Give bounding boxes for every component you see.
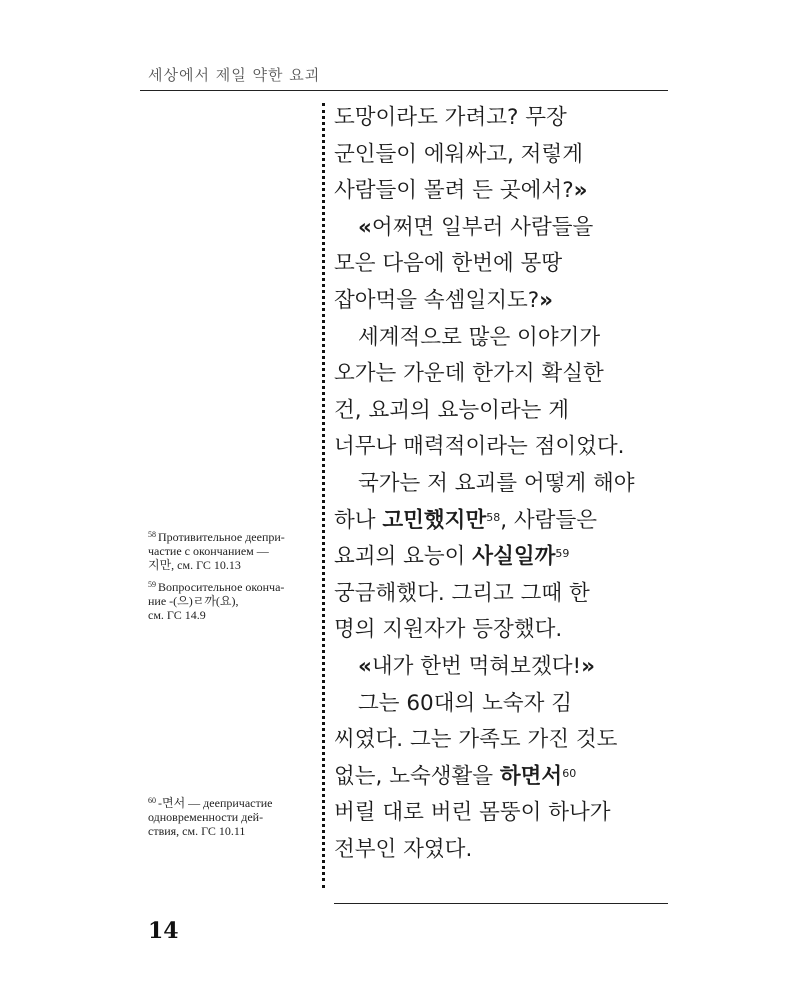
text-span: ствия, см. ГС 10.11 xyxy=(148,824,246,838)
text-span: 어쩌면 일부러 사람들을 xyxy=(371,214,594,240)
footnote-number: 59 xyxy=(148,580,156,589)
text-span: 씨였다. 그는 가족도 가진 것도 xyxy=(334,727,618,753)
text-span: » xyxy=(573,178,588,204)
text-line xyxy=(334,173,679,210)
header-rule xyxy=(140,90,668,91)
text-span: см. ГС 14.9 xyxy=(148,608,206,622)
text-span: » xyxy=(539,287,554,313)
text-line xyxy=(334,137,679,174)
text-span: 없는, 노숙생활을 xyxy=(334,763,500,789)
footnote-ref: 58 xyxy=(486,510,501,524)
text-line xyxy=(334,795,679,832)
footnote-ref: 59 xyxy=(555,547,570,561)
text-span: » xyxy=(581,653,595,679)
text-span: 너무나 매력적이라는 점이었다. xyxy=(334,434,625,460)
text-line xyxy=(334,503,679,540)
text-line xyxy=(334,393,679,430)
running-header: 세상에서 제일 약한 요괴 xyxy=(148,66,321,84)
text-span: 궁금해했다. 그리고 그때 한 xyxy=(334,580,590,606)
footnote-number: 58 xyxy=(148,530,156,539)
bottom-rule xyxy=(334,903,668,904)
text-line xyxy=(334,832,679,869)
footnote-number: 60 xyxy=(148,796,156,805)
footnote-59 xyxy=(148,580,318,622)
text-span: 그는 60대의 노숙자 김 xyxy=(358,690,573,716)
text-span: 지만, см. ГС 10.13 xyxy=(148,558,241,572)
text-line xyxy=(334,283,679,320)
text-span: частие с окончанием — xyxy=(148,544,269,558)
text-span xyxy=(148,796,318,810)
text-line xyxy=(334,320,679,357)
text-span: 내가 한번 먹혀보겠다! xyxy=(371,653,582,679)
dotted-margin-line xyxy=(322,103,325,888)
footnote-58 xyxy=(148,530,318,572)
text-line xyxy=(334,759,679,796)
text-span: 사람들이 몰려 든 곳에서? xyxy=(334,178,574,204)
text-span: 잡아먹을 속셈일지도? xyxy=(334,287,540,313)
text-span: ние -(으)ㄹ까(요), xyxy=(148,594,239,608)
text-span: 세계적으로 많은 이야기가 xyxy=(358,324,601,350)
text-line xyxy=(334,246,679,283)
text-span: Противительное деепри- xyxy=(158,530,285,544)
text-span: 요괴의 요능이 xyxy=(334,544,473,570)
text-line xyxy=(334,210,679,247)
text-line xyxy=(334,576,679,613)
bold-term: 하면서 xyxy=(499,763,563,789)
text-span: -면서 — деепричастие xyxy=(158,796,273,810)
footnote-ref: 60 xyxy=(562,766,577,780)
text-span: 국가는 저 요괴를 어떻게 해야 xyxy=(358,470,635,496)
footnote-60 xyxy=(148,796,318,838)
text-span: 모은 다음에 한번에 몽땅 xyxy=(334,251,563,277)
text-span: 군인들이 에워싸고, 저렇게 xyxy=(334,141,583,167)
text-line xyxy=(334,100,679,137)
text-span: « xyxy=(358,214,372,240)
text-line xyxy=(334,722,679,759)
text-span: 명의 지원자가 등장했다. xyxy=(334,617,563,643)
text-line xyxy=(334,612,679,649)
text-span: одновременности дей- xyxy=(148,810,264,824)
text-span: 버릴 대로 버린 몸뚱이 하나가 xyxy=(334,800,611,826)
text-line xyxy=(334,356,679,393)
bold-term: 고민했지만 xyxy=(382,507,487,533)
text-span xyxy=(148,580,318,594)
text-span: 전부인 자였다. xyxy=(334,836,473,862)
text-span: 하나 xyxy=(334,507,383,533)
text-line xyxy=(334,686,679,723)
text-line xyxy=(334,429,679,466)
text-line xyxy=(334,539,679,576)
bold-term: 사실일까 xyxy=(472,544,556,570)
text-line xyxy=(334,466,679,503)
text-span xyxy=(148,530,318,544)
text-line xyxy=(334,649,679,686)
main-text xyxy=(334,100,679,868)
page-number: 14 xyxy=(148,918,179,944)
text-span: Вопросительное оконча- xyxy=(158,580,285,594)
text-span: , 사람들은 xyxy=(500,507,597,533)
text-span: 건, 요괴의 요능이라는 게 xyxy=(334,397,570,423)
text-span: « xyxy=(358,653,372,679)
text-span: 도망이라도 가려고? 무장 xyxy=(334,105,567,130)
text-span: 오가는 가운데 한가지 확실한 xyxy=(334,361,604,387)
